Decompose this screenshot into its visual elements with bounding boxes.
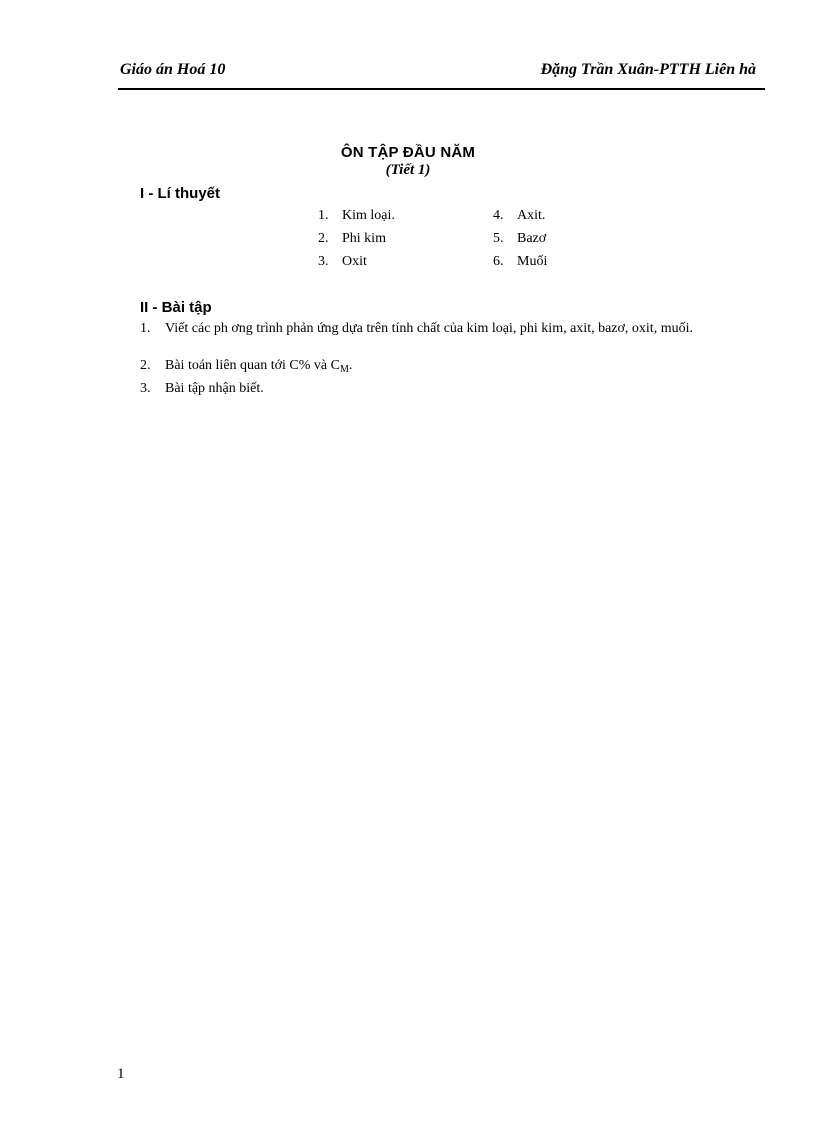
- section-heading-exercises: II - Bài tập: [140, 299, 212, 316]
- exercise-item: [140, 322, 757, 336]
- exercise-item: [140, 382, 757, 396]
- theory-item-text: Phi kim: [342, 231, 386, 246]
- theory-item-number: 1.: [318, 208, 329, 223]
- section-heading-theory: I - Lí thuyết: [140, 185, 220, 202]
- theory-item: [318, 208, 395, 224]
- theory-item-number: 3.: [318, 254, 329, 269]
- exercise-item-number: 3.: [140, 381, 151, 396]
- theory-item-number: 2.: [318, 231, 329, 246]
- exercise-item-text-main: Bài toán liên quan tới C% và C: [165, 358, 340, 373]
- subscript-m: M: [340, 364, 349, 375]
- theory-item: [318, 231, 386, 247]
- theory-item-number: 6.: [493, 254, 504, 269]
- exercise-item-number: 2.: [140, 358, 151, 373]
- theory-item-text: Bazơ: [517, 231, 547, 246]
- header-divider: [118, 88, 765, 90]
- header-right-text: Đặng Trần Xuân-PTTH Liên hà: [540, 61, 756, 78]
- theory-item-text: Muối: [517, 254, 548, 269]
- theory-item: [318, 254, 367, 270]
- exercise-item-text: Viết các ph ơng trình phản ứng dựa trên tính chất của kim loại, phi kim, axit, bazơ, oxit, muối.: [165, 321, 693, 336]
- theory-item: [493, 208, 545, 224]
- header-left-text: Giáo án Hoá 10: [120, 61, 226, 78]
- theory-item: [493, 231, 546, 247]
- page-subtitle: (Tiết 1): [385, 162, 431, 178]
- theory-item-text: Kim loại.: [342, 208, 395, 223]
- theory-item-number: 4.: [493, 208, 504, 223]
- exercise-item-text-end: .: [348, 358, 353, 373]
- page-number: 1: [117, 1066, 125, 1082]
- theory-item-text: Oxit: [342, 254, 367, 269]
- page-title: ÔN TẬP ĐẦU NĂM: [340, 144, 476, 161]
- theory-item: [493, 254, 547, 270]
- exercise-item-text: [165, 359, 757, 377]
- exercise-item-number: 1.: [140, 321, 151, 336]
- theory-item-number: 5.: [493, 231, 504, 246]
- theory-item-text: Axit.: [517, 208, 546, 223]
- exercise-item: [140, 359, 757, 377]
- exercise-item-text: Bài tập nhận biết.: [165, 381, 264, 396]
